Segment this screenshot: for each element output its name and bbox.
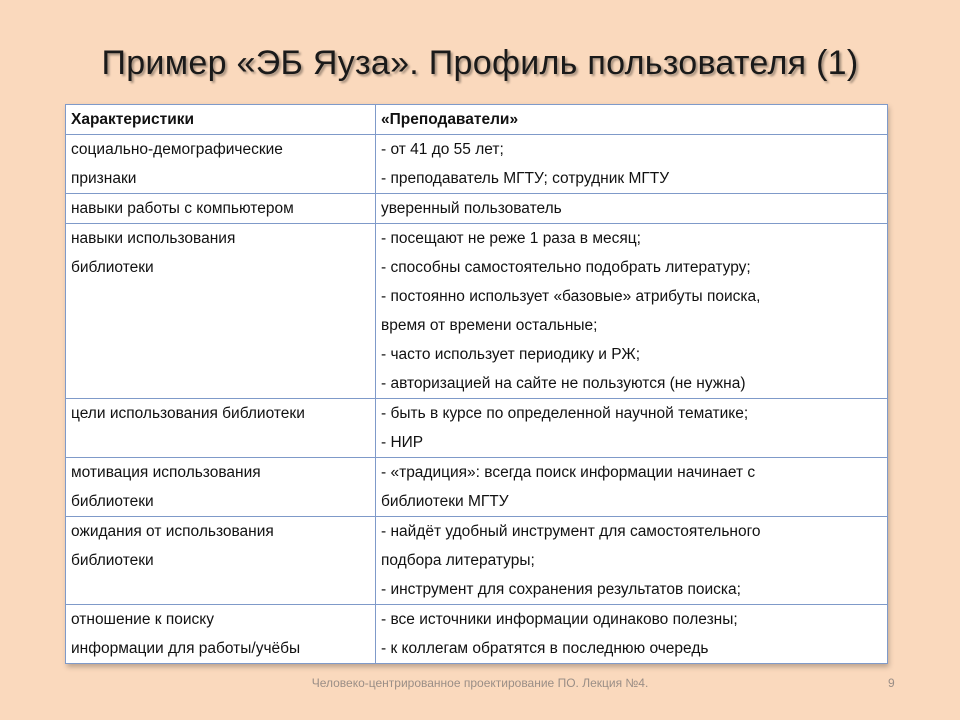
value-line: - преподаватель МГТУ; сотрудник МГТУ	[381, 170, 670, 187]
profile-table-container	[65, 104, 887, 664]
value-line: - НИР	[381, 434, 424, 451]
table-row	[66, 194, 888, 224]
value-line: - «традиция»: всегда поиск информации начинает с	[381, 464, 756, 481]
characteristic-line: мотивация использования	[71, 464, 261, 481]
value-line: - все источники информации одинаково полезны;	[381, 611, 738, 628]
row-value	[376, 517, 888, 605]
row-characteristic	[66, 135, 376, 194]
value-line: - постоянно использует «базовые» атрибуты поиска,	[381, 288, 761, 305]
characteristic-line: информации для работы/учёбы	[71, 640, 301, 657]
characteristic-line: библиотеки	[71, 493, 154, 510]
value-line: - посещают не реже 1 раза в месяц;	[381, 230, 641, 247]
table-row	[66, 605, 888, 664]
table-row	[66, 135, 888, 194]
characteristic-line: библиотеки	[71, 552, 154, 569]
row-value	[376, 135, 888, 194]
row-characteristic	[66, 224, 376, 399]
table-header-row	[66, 105, 888, 135]
table-row	[66, 517, 888, 605]
value-line: - к коллегам обратятся в последнюю очередь	[381, 640, 709, 657]
value-line: - найдёт удобный инструмент для самостоятельного	[381, 523, 761, 540]
value-line: - от 41 до 55 лет;	[381, 141, 504, 158]
characteristic-line: социально-демографические	[71, 141, 283, 158]
header-teachers: «Преподаватели»	[376, 105, 888, 135]
row-characteristic	[66, 605, 376, 664]
value-line: уверенный пользователь	[381, 200, 562, 217]
characteristic-line: навыки работы с компьютером	[71, 200, 294, 217]
slide-title: Пример «ЭБ Яуза». Профиль пользователя (1)	[101, 44, 859, 82]
user-profile-table	[65, 104, 888, 664]
value-line: - способны самостоятельно подобрать литературу;	[381, 259, 751, 276]
row-value	[376, 605, 888, 664]
row-value	[376, 399, 888, 458]
characteristic-line: библиотеки	[71, 259, 154, 276]
row-characteristic	[66, 399, 376, 458]
value-line: время от времени остальные;	[381, 317, 598, 334]
characteristic-line: признаки	[71, 170, 137, 187]
row-value	[376, 224, 888, 399]
slide-footer: Человеко-центрированное проектирование ПО. Лекция №4.	[311, 676, 649, 690]
characteristic-line: ожидания от использования	[71, 523, 274, 540]
row-characteristic	[66, 458, 376, 517]
characteristic-line: цели использования библиотеки	[71, 405, 305, 422]
row-value	[376, 194, 888, 224]
characteristic-line: отношение к поиску	[71, 611, 214, 628]
table-row	[66, 458, 888, 517]
header-characteristics: Характеристики	[66, 105, 376, 135]
value-line: - быть в курсе по определенной научной тематике;	[381, 405, 749, 422]
value-line: библиотеки МГТУ	[381, 493, 509, 510]
table-row	[66, 224, 888, 399]
table-row	[66, 399, 888, 458]
value-line: - инструмент для сохранения результатов поиска;	[381, 581, 741, 598]
value-line: - часто использует периодику и РЖ;	[381, 346, 641, 363]
row-characteristic	[66, 517, 376, 605]
row-characteristic	[66, 194, 376, 224]
page-number: 9	[888, 676, 895, 690]
value-line: - авторизацией на сайте не пользуются (не нужна)	[381, 375, 746, 392]
value-line: подбора литературы;	[381, 552, 535, 569]
row-value	[376, 458, 888, 517]
characteristic-line: навыки использования	[71, 230, 236, 247]
